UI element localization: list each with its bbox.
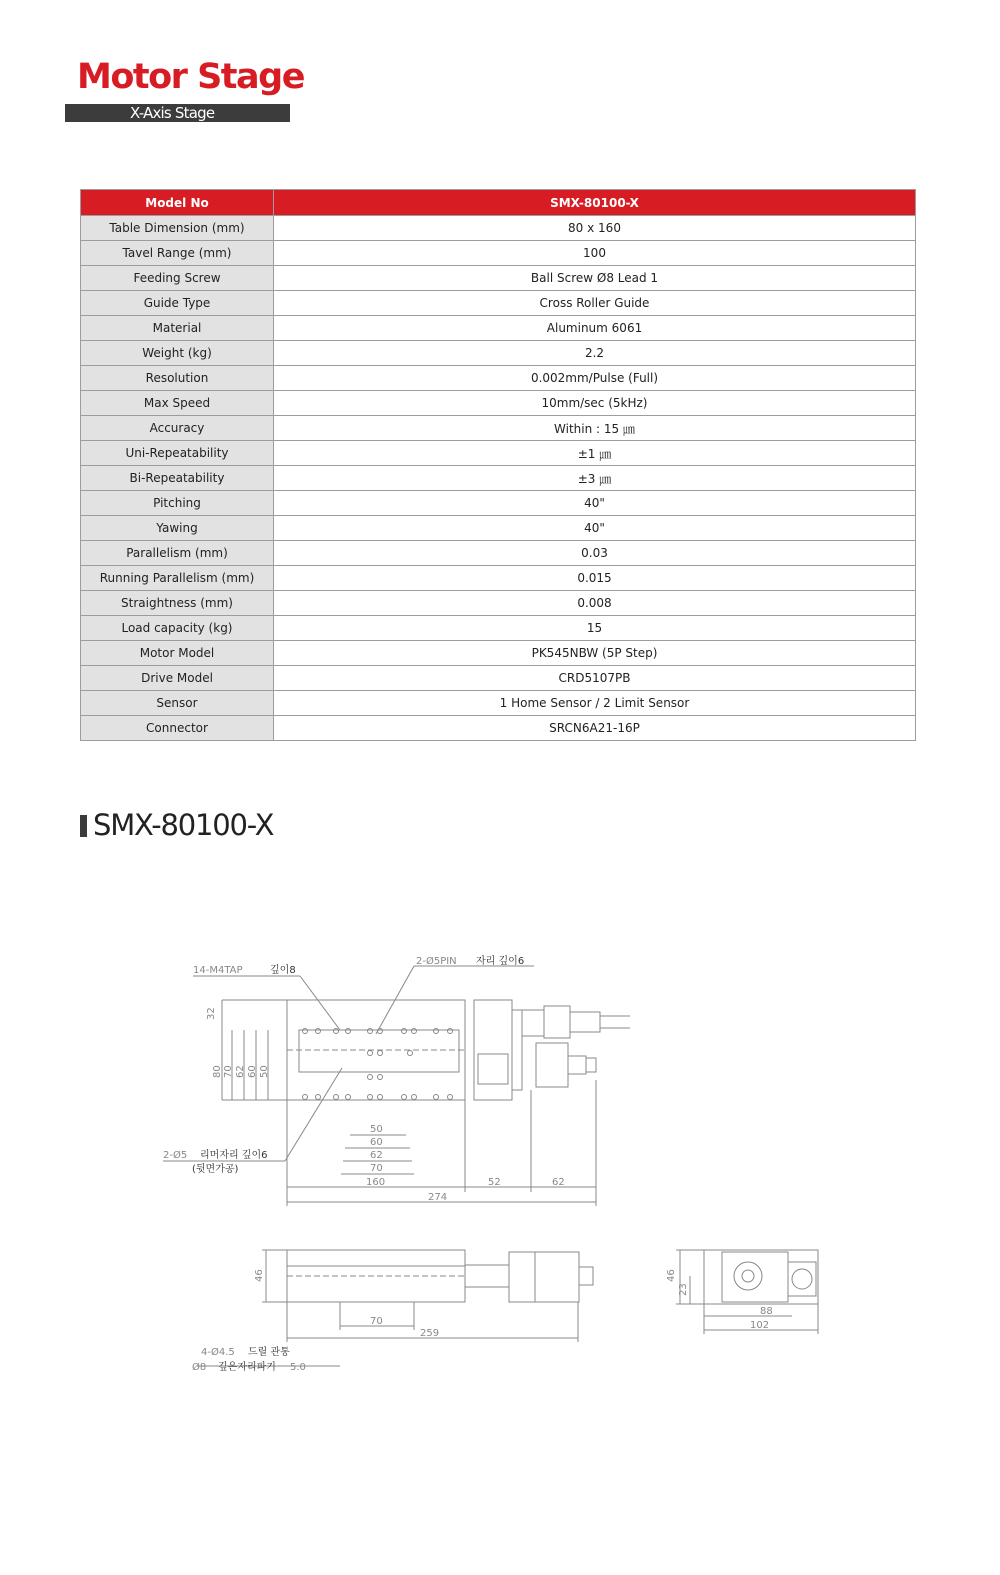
tap-hole [378, 1095, 383, 1100]
note-pin-depth: 자리 깊이6 [476, 956, 525, 967]
dim-160: 160 [366, 1177, 386, 1188]
tap-hole [303, 1095, 308, 1100]
spec-row [81, 416, 916, 441]
dim-274: 274 [428, 1192, 448, 1203]
dimension-drawing [0, 930, 1000, 1390]
spec-label: Feeding Screw [81, 266, 274, 291]
spec-row [81, 341, 916, 366]
spec-value: ±1 ㎛ [274, 441, 916, 466]
tap-hole [434, 1095, 439, 1100]
spec-row [81, 641, 916, 666]
tap-hole [434, 1029, 439, 1034]
spec-row [81, 691, 916, 716]
note-cb-depth: 5.0 [290, 1362, 306, 1373]
dim-102: 102 [750, 1320, 770, 1331]
spec-row [81, 491, 916, 516]
dim-88: 88 [760, 1306, 773, 1317]
spec-label: Guide Type [81, 291, 274, 316]
dim-62b: 62 [552, 1177, 565, 1188]
spec-label: Straightness (mm) [81, 591, 274, 616]
spec-label: Load capacity (kg) [81, 616, 274, 641]
spec-label: Sensor [81, 691, 274, 716]
note-cb: Ø8 [192, 1362, 207, 1373]
dim-46-side: 46 [254, 1269, 265, 1282]
spec-row [81, 516, 916, 541]
spec-value: Within : 15 ㎛ [274, 416, 916, 441]
tap-hole [448, 1029, 453, 1034]
side-view-body [287, 1250, 465, 1302]
spec-row [81, 616, 916, 641]
tap-hole [412, 1029, 417, 1034]
spec-value: Ball Screw Ø8 Lead 1 [274, 266, 916, 291]
spec-row [81, 216, 916, 241]
spec-label: Motor Model [81, 641, 274, 666]
spec-value: SRCN6A21-16P [274, 716, 916, 741]
dim-80: 80 [212, 1065, 223, 1078]
tap-hole [412, 1095, 417, 1100]
spec-row [81, 466, 916, 491]
note-tap: 14-M4TAP [193, 965, 243, 976]
note-tap-depth: 깊이8 [270, 965, 296, 976]
tap-hole [448, 1095, 453, 1100]
spec-header-label: Model No [81, 190, 274, 216]
dim-32: 32 [206, 1007, 217, 1020]
spec-label: Uni-Repeatability [81, 441, 274, 466]
spec-label: Parallelism (mm) [81, 541, 274, 566]
note-drill-kr: 드릴 관통 [248, 1347, 290, 1358]
tap-hole [346, 1029, 351, 1034]
spec-label: Tavel Range (mm) [81, 241, 274, 266]
spec-value: CRD5107PB [274, 666, 916, 691]
spec-label: Resolution [81, 366, 274, 391]
spec-value: 0.015 [274, 566, 916, 591]
dim-70-side: 70 [370, 1316, 383, 1327]
spec-row [81, 666, 916, 691]
spec-row [81, 441, 916, 466]
note-ream-back: (뒷면가공) [192, 1164, 239, 1175]
spec-value: 10mm/sec (5kHz) [274, 391, 916, 416]
spec-value: ±3 ㎛ [274, 466, 916, 491]
section-title: SMX-80100-X [93, 808, 274, 842]
tap-hole [334, 1029, 339, 1034]
spec-row [81, 241, 916, 266]
dim-62: 62 [370, 1150, 383, 1161]
note-cb-kr: 깊은자리파기 [218, 1362, 276, 1373]
note-pin: 2-Ø5PIN [416, 956, 457, 967]
dim-23: 23 [678, 1283, 689, 1296]
spec-value: Cross Roller Guide [274, 291, 916, 316]
spec-label: Pitching [81, 491, 274, 516]
spec-header-value: SMX-80100-X [274, 190, 916, 216]
dim-60: 60 [370, 1137, 383, 1148]
cable-connector [544, 1006, 570, 1038]
tap-hole [368, 1029, 373, 1034]
spec-label: Weight (kg) [81, 341, 274, 366]
spec-label: Connector [81, 716, 274, 741]
spec-row [81, 316, 916, 341]
dim-70v: 70 [223, 1065, 234, 1078]
dim-60v: 60 [247, 1065, 258, 1078]
tap-hole [378, 1051, 383, 1056]
section-marker [80, 815, 87, 837]
spec-header-row [81, 190, 916, 216]
tap-hole [316, 1095, 321, 1100]
stage-table-outline [287, 1000, 465, 1100]
spec-table [80, 189, 916, 741]
dim-62v: 62 [235, 1065, 246, 1078]
spec-row [81, 391, 916, 416]
spec-value: 40" [274, 516, 916, 541]
tap-hole [316, 1029, 321, 1034]
dim-46-end: 46 [666, 1269, 677, 1282]
tap-hole [378, 1075, 383, 1080]
page-subtitle: X-Axis Stage [130, 104, 215, 122]
spec-value: 0.008 [274, 591, 916, 616]
spec-row [81, 566, 916, 591]
spec-value: 0.03 [274, 541, 916, 566]
spec-label: Bi-Repeatability [81, 466, 274, 491]
spec-row [81, 266, 916, 291]
page-title: Motor Stage [77, 57, 304, 97]
tap-hole [368, 1075, 373, 1080]
dim-52: 52 [488, 1177, 501, 1188]
tap-hole [368, 1095, 373, 1100]
tap-hole [408, 1051, 413, 1056]
spec-value: PK545NBW (5P Step) [274, 641, 916, 666]
spec-label: Running Parallelism (mm) [81, 566, 274, 591]
spec-row [81, 716, 916, 741]
spec-value: 2.2 [274, 341, 916, 366]
spec-label: Max Speed [81, 391, 274, 416]
spec-value: 15 [274, 616, 916, 641]
spec-label: Accuracy [81, 416, 274, 441]
spec-row [81, 291, 916, 316]
tap-hole [334, 1095, 339, 1100]
dim-259: 259 [420, 1328, 440, 1339]
spec-label: Table Dimension (mm) [81, 216, 274, 241]
spec-value: Aluminum 6061 [274, 316, 916, 341]
drive-box [536, 1043, 568, 1087]
tap-hole [402, 1029, 407, 1034]
motor-housing [474, 1000, 512, 1100]
dim-50: 50 [370, 1124, 383, 1135]
spec-value: 40" [274, 491, 916, 516]
tap-hole [346, 1095, 351, 1100]
dim-70: 70 [370, 1163, 383, 1174]
tap-hole [402, 1095, 407, 1100]
spec-row [81, 591, 916, 616]
spec-value: 100 [274, 241, 916, 266]
tap-hole [303, 1029, 308, 1034]
spec-value: 80 x 160 [274, 216, 916, 241]
note-drill: 4-Ø4.5 [201, 1347, 235, 1358]
spec-label: Material [81, 316, 274, 341]
spec-row [81, 366, 916, 391]
spec-value: 0.002mm/Pulse (Full) [274, 366, 916, 391]
spec-value: 1 Home Sensor / 2 Limit Sensor [274, 691, 916, 716]
spec-body [81, 216, 916, 741]
spec-row [81, 541, 916, 566]
tap-hole [368, 1051, 373, 1056]
note-ream-depth: 리머자리 깊이6 [200, 1150, 268, 1161]
spec-label: Yawing [81, 516, 274, 541]
spec-label: Drive Model [81, 666, 274, 691]
dim-50v: 50 [259, 1065, 270, 1078]
note-ream: 2-Ø5 [163, 1150, 188, 1161]
